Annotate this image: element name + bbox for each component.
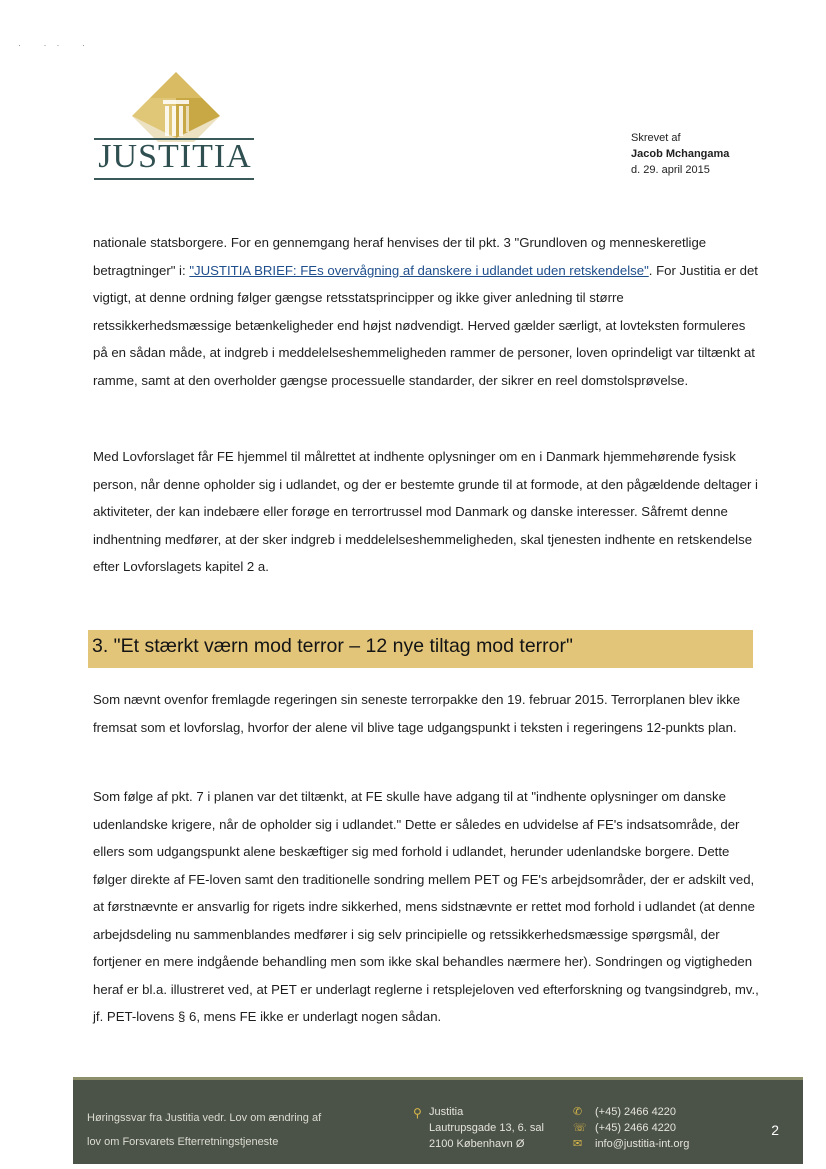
mobile-icon: ☏ <box>573 1122 587 1134</box>
footer-contact <box>573 1104 690 1152</box>
paragraph-3-text: Som nævnt ovenfor fremlagde regeringen sin seneste terrorpakke den 19. februar 2015. Terrorplanen blev ikke fremsat som et lovforslag, hvorfor der alene vil blive tage udgangspunkt i teksten i regeringens 12-punkts plan. <box>93 692 741 735</box>
footer-phone-2: (+45) 2466 4220 <box>595 1122 677 1134</box>
footer-city: 2100 København Ø <box>429 1138 525 1150</box>
paragraph-4 <box>93 783 763 1031</box>
paragraph-2-text: Med Lovforslaget får FE hjemmel til målrettet at indhente oplysninger om en i Danmark hjemmehørende fysisk person, når denne opholder sig i udlandet, og der er bestemte grunde til at formode, at den pågældende deltager i aktiviteter, der kan indebære eller forøge en terrortrussel mod Danmark og danske interesser. Såfremt denne indhentning medfører, at der sker indgreb i meddelelseshemmeligheden, skal tjenesten indhente en retskendelse efter Lovforslagets kapitel 2 a. <box>93 449 758 574</box>
byline-date: d. 29. april 2015 <box>631 164 710 176</box>
location-pin-icon: ⚲ <box>413 1106 422 1120</box>
footer-line-1: Høringssvar fra Justitia vedr. Lov om ændring af <box>87 1112 322 1124</box>
byline <box>631 130 729 178</box>
footer-street: Lautrupsgade 13, 6. sal <box>429 1122 544 1134</box>
justitia-logo <box>92 70 262 185</box>
scan-specks: · ·· · <box>18 40 95 50</box>
paragraph-1-lead: nationale statsborgere. For en gennemgang heraf henvises der til pkt. 3 "Grundloven og menneskeretlige betragtninger" i: <box>93 235 707 278</box>
paragraph-3 <box>93 686 763 741</box>
paragraph-1-rest: . For Justitia er det vigtigt, at denne ordning følger gængse retsstatsprincipper og ikke giver anledning til større retssikkerhedsmæssige betænkeligheder end højst nødvendigt. Herved gælder særligt, at lovteksten formuleres på en sådan måde, at indgreb i meddelelseshemmeligheden rammer de personer, loven oprindeligt var tiltænkt at ramme, samt at den overholder gængse processuelle standarder, der sikrer en reel domstolsprøvelse. <box>93 262 758 388</box>
justitia-brief-link[interactable]: "JUSTITIA BRIEF: FEs overvågning af danskere i udlandet uden retskendelse" <box>189 262 649 278</box>
footer-email[interactable]: info@justitia-int.org <box>595 1138 690 1150</box>
paragraph-1 <box>93 229 763 394</box>
footer-description <box>87 1106 321 1154</box>
section-heading: 3. "Et stærkt værn mod terror – 12 nye tiltag mod terror" <box>88 630 753 668</box>
paragraph-4-text: Som følge af pkt. 7 i planen var det tiltænkt, at FE skulle have adgang til at "indhente oplysninger om danske udenlandske krigere, når de opholder sig i udlandet." Dette er således en udvidelse af FE's indsatsområde, der ellers som udgangspunkt alene beskæftiger sig med forhold i udlandet, herunder udenlandske borgere. Dette følger direkte af FE-loven samt den traditionelle sondring mellem PET og FE's arbejdsområder, der er adskilt ved, at førstnævnte er ansvarlig for rigets indre sikkerhed, mens sidstnævnte er rettet mod forhold i udlandet (at denne arbejdsdeling nu sammenblandes medfører i sig selv principielle og retssikkerhedsmæssige spørgsmål, der fortjener en mere indgående behandling men som ikke skal behandles nærmere her). Sondringen og vigtigheden heraf er bl.a. illustreret ved, at PET er underlagt reglerne i retsplejeloven ved efterforskning og tvangsindgreb, mv., jf. PET-lovens § 6, mens FE ikke er underlagt nogen sådan. <box>93 789 759 1024</box>
page-number: 2 <box>771 1122 779 1138</box>
email-icon: ✉ <box>573 1138 583 1150</box>
logo-rule-bottom <box>94 178 254 180</box>
footer-line-2: lov om Forsvarets Efterretningstjeneste <box>87 1136 279 1148</box>
paragraph-2 <box>93 443 763 581</box>
page-footer <box>73 1077 803 1164</box>
logo-wordmark: JUSTITIA <box>98 138 252 175</box>
byline-label: Skrevet af <box>631 132 681 144</box>
footer-address <box>413 1104 544 1152</box>
phone-icon: ✆ <box>573 1106 583 1118</box>
footer-phone-1: (+45) 2466 4220 <box>595 1106 677 1118</box>
logo-emblem-icon <box>130 70 222 142</box>
footer-org: Justitia <box>429 1106 464 1118</box>
byline-author: Jacob Mchangama <box>631 148 730 160</box>
